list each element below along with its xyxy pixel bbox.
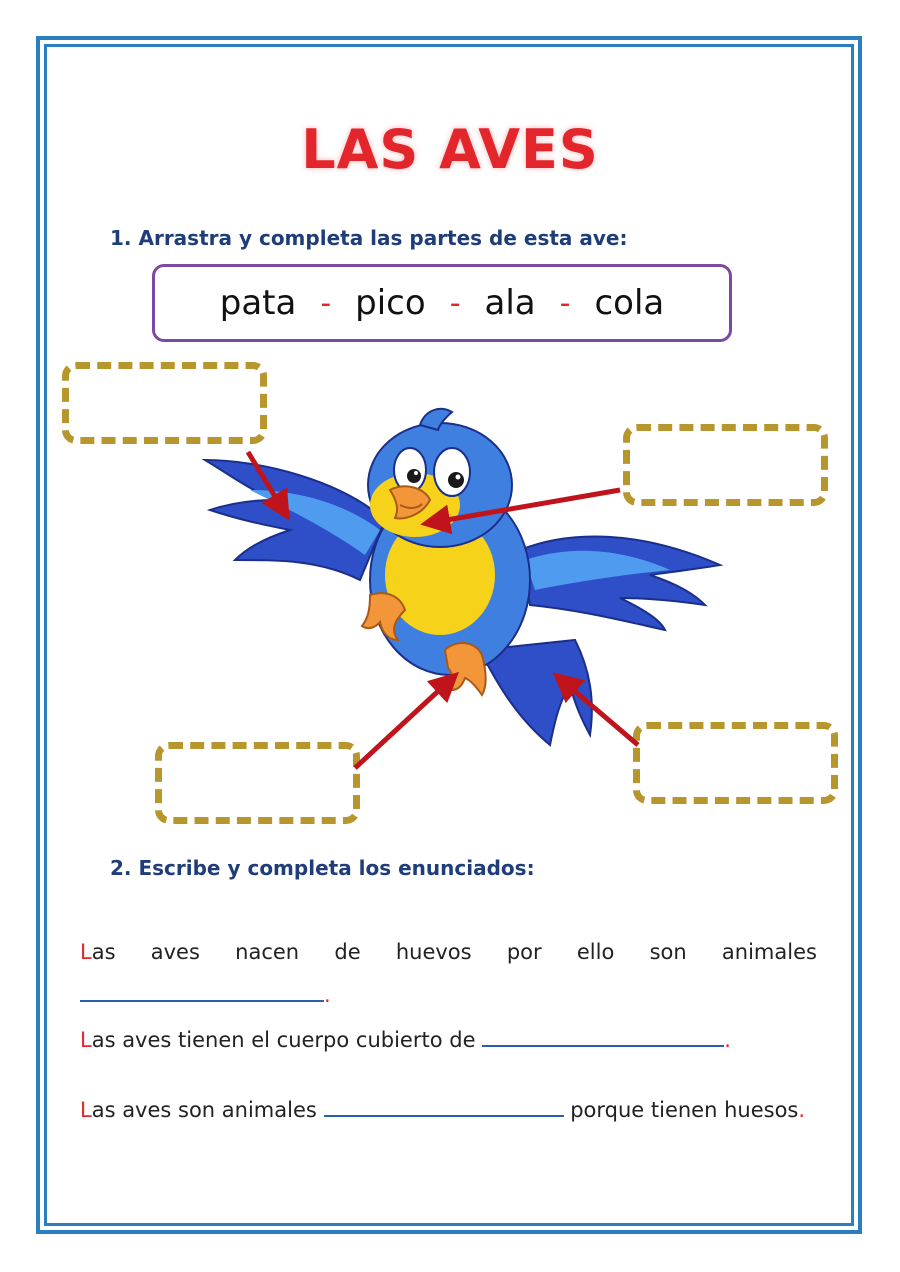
- word-pata[interactable]: pata: [219, 283, 297, 323]
- sentence-3-before: as aves son animales: [91, 1098, 317, 1122]
- separator: -: [320, 285, 332, 321]
- sentence-2: [80, 1025, 817, 1052]
- answer-blank-3[interactable]: [324, 1095, 564, 1117]
- sentence-1-word: ello: [576, 940, 615, 964]
- sentence-3-cap: L: [80, 1098, 92, 1122]
- word-cola[interactable]: cola: [594, 283, 665, 323]
- sentence-1-period: .: [324, 983, 331, 1007]
- word-ala[interactable]: ala: [484, 283, 536, 323]
- sentence-1-word: son: [649, 940, 687, 964]
- eye-left: [394, 448, 426, 492]
- instruction-1: 1. Arrastra y completa las partes de esta ave:: [110, 226, 628, 250]
- sentence-1-word: por: [506, 940, 542, 964]
- sentence-1: [80, 940, 817, 964]
- sentence-3: [80, 1095, 817, 1122]
- eye-right: [434, 448, 470, 496]
- instruction-2: 2. Escribe y completa los enunciados:: [110, 856, 535, 880]
- drop-box-tail[interactable]: [633, 722, 838, 804]
- sentence-1-word: de: [334, 940, 361, 964]
- answer-blank-1[interactable]: [80, 980, 324, 1002]
- sentence-1-word: aves: [150, 940, 200, 964]
- word-bank: [152, 264, 732, 342]
- page-title: LAS AVES: [301, 118, 599, 181]
- sentence-1-word: nacen: [235, 940, 300, 964]
- sentence-1-word: animales: [721, 940, 817, 964]
- sentence-3-period: .: [798, 1098, 806, 1122]
- sentence-1-blank-line: [80, 980, 817, 1007]
- drop-box-wing[interactable]: [62, 362, 267, 444]
- foot-right: [445, 643, 486, 695]
- sentence-1-word: huevos: [395, 940, 472, 964]
- sentence-3-after: porque tienen huesos: [570, 1098, 799, 1122]
- separator: -: [449, 285, 461, 321]
- sentence-2-text: as aves tienen el cuerpo cubierto de: [91, 1028, 476, 1052]
- drop-box-foot[interactable]: [155, 742, 360, 824]
- answer-blank-2[interactable]: [482, 1025, 724, 1047]
- drop-box-beak[interactable]: [623, 424, 828, 506]
- separator: -: [559, 285, 571, 321]
- sentence-2-period: .: [724, 1028, 731, 1052]
- word-pico[interactable]: pico: [355, 283, 426, 323]
- sentence-2-cap: L: [80, 1028, 92, 1052]
- sentence-1-word: Las: [80, 940, 116, 964]
